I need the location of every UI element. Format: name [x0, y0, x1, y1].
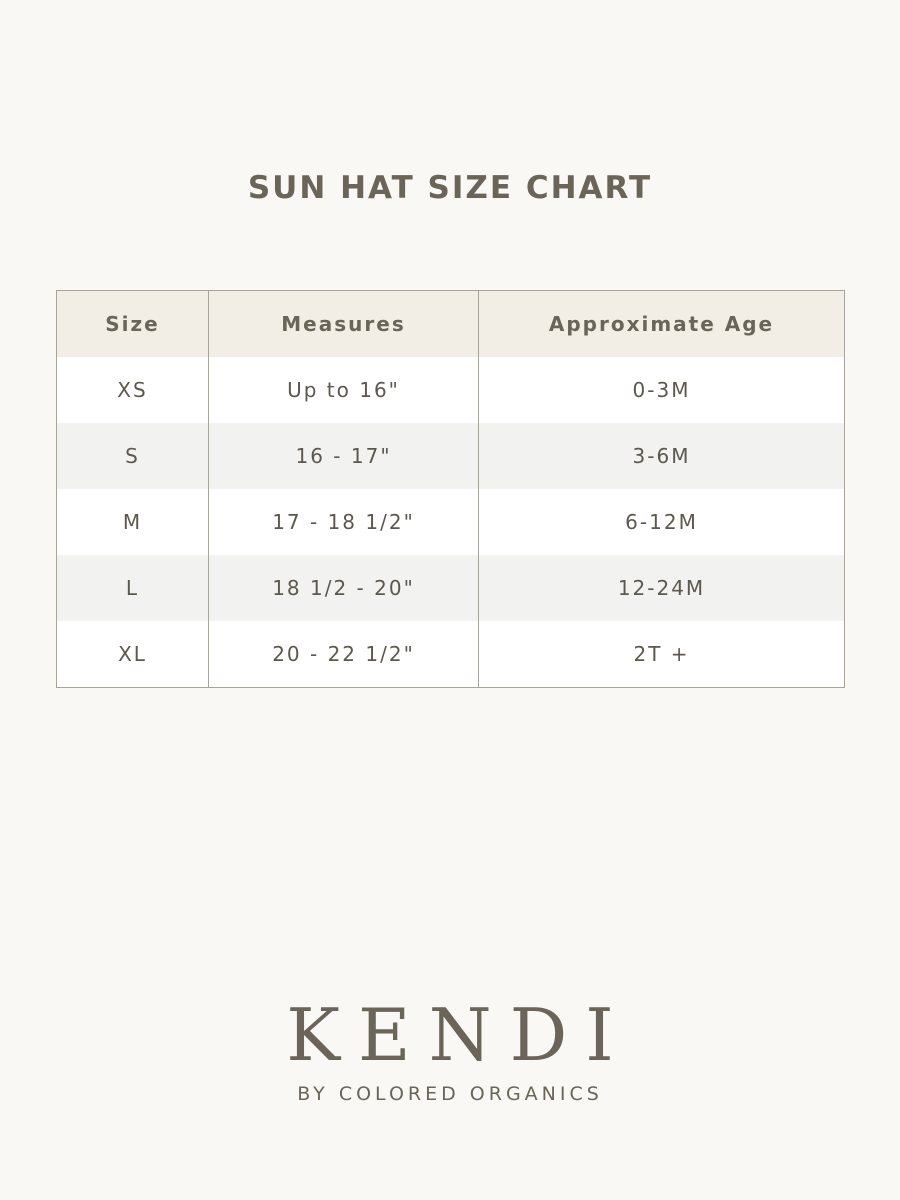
cell-measures: 20 - 22 1/2"	[209, 621, 479, 688]
brand-logo	[0, 995, 900, 1105]
cell-age: 3-6M	[479, 423, 845, 489]
cell-measures: 18 1/2 - 20"	[209, 555, 479, 621]
cell-age: 12-24M	[479, 555, 845, 621]
table-header-row	[57, 291, 845, 358]
cell-age: 6-12M	[479, 489, 845, 555]
table-row	[57, 489, 845, 555]
cell-size: L	[125, 576, 140, 600]
cell-measures: 16 - 17"	[209, 423, 479, 489]
cell-age: 0-3M	[479, 357, 845, 423]
header-approximate-age: Approximate Age	[479, 291, 845, 358]
size-chart-table	[56, 290, 845, 688]
brand-name: KENDI	[286, 993, 632, 1077]
header-measures: Measures	[209, 291, 479, 358]
cell-measures: 17 - 18 1/2"	[209, 489, 479, 555]
table-row	[57, 357, 845, 423]
cell-size: S	[125, 444, 140, 468]
cell-measures: Up to 16"	[209, 357, 479, 423]
header-size: Size	[105, 312, 160, 336]
brand-subtitle: BY COLORED ORGANICS	[297, 1083, 603, 1105]
table-row	[57, 423, 845, 489]
table-row	[57, 621, 845, 688]
table-row	[57, 555, 845, 621]
cell-age: 2T +	[479, 621, 845, 688]
page-title: SUN HAT SIZE CHART	[247, 170, 653, 206]
cell-size: XS	[117, 378, 148, 402]
cell-size: M	[122, 510, 143, 534]
cell-size: XL	[118, 642, 147, 666]
